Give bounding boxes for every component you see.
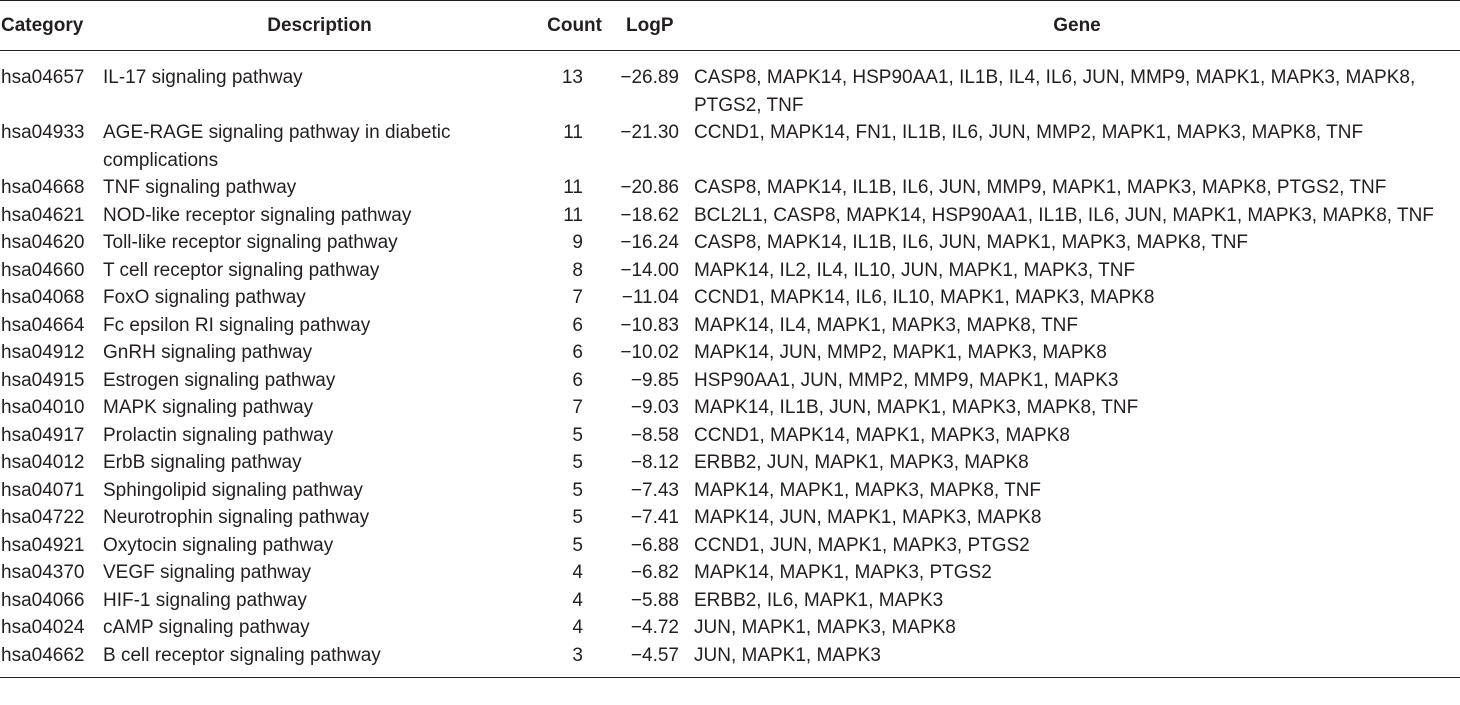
cell-category: hsa04915 xyxy=(1,369,85,391)
cell-gene: ERBB2, JUN, MAPK1, MAPK3, MAPK8 xyxy=(694,452,1029,473)
cell-count: 6 xyxy=(572,314,583,336)
cell-category: hsa04068 xyxy=(1,287,85,308)
cell-gene: CCND1, MAPK14, FN1, IL1B, IL6, JUN, MMP2, MAPK1, MAPK3, MAPK8, TNF xyxy=(694,122,1364,143)
cell-logp: −10.83 xyxy=(620,314,679,336)
cell-logp: −9.03 xyxy=(630,397,679,418)
cell-category: hsa04662 xyxy=(1,644,85,666)
table-row xyxy=(0,422,1460,450)
table-body xyxy=(0,51,1460,678)
cell-count: 11 xyxy=(563,204,583,226)
table-row xyxy=(0,449,1460,477)
header-gene: Gene xyxy=(1053,14,1101,36)
cell-description: ErbB signaling pathway xyxy=(103,452,302,473)
table-row xyxy=(0,614,1460,642)
header-row xyxy=(0,1,1460,51)
cell-logp: −14.00 xyxy=(620,259,679,281)
cell-gene: CASP8, MAPK14, IL1B, IL6, JUN, MAPK1, MAPK3, MAPK8, TNF xyxy=(694,232,1249,253)
cell-category: hsa04012 xyxy=(1,452,85,473)
cell-logp: −8.58 xyxy=(630,424,679,446)
cell-category: hsa04010 xyxy=(1,397,85,418)
cell-gene: JUN, MAPK1, MAPK3 xyxy=(694,644,881,666)
cell-count: 9 xyxy=(572,232,583,253)
cell-category: hsa04370 xyxy=(1,562,85,583)
cell-count: 5 xyxy=(572,479,583,501)
header-logp: LogP xyxy=(626,14,674,36)
cell-description: FoxO signaling pathway xyxy=(103,287,306,308)
cell-count: 5 xyxy=(572,424,583,446)
table-row xyxy=(0,559,1460,587)
cell-category: hsa04071 xyxy=(1,479,85,501)
cell-description: Neurotrophin signaling pathway xyxy=(103,507,370,528)
cell-count: 11 xyxy=(563,122,583,143)
cell-gene: BCL2L1, CASP8, MAPK14, HSP90AA1, IL1B, IL6, JUN, MAPK1, MAPK3, MAPK8, TNF xyxy=(694,204,1434,226)
cell-logp: −4.72 xyxy=(630,617,679,638)
cell-gene: JUN, MAPK1, MAPK3, MAPK8 xyxy=(694,617,956,638)
cell-logp: −18.62 xyxy=(620,204,679,226)
cell-logp: −6.82 xyxy=(630,562,679,583)
table-row xyxy=(0,119,1460,174)
table-row xyxy=(0,367,1460,395)
cell-logp: −20.86 xyxy=(620,177,679,198)
cell-logp: −9.85 xyxy=(630,369,679,391)
cell-gene: HSP90AA1, JUN, MMP2, MMP9, MAPK1, MAPK3 xyxy=(694,369,1119,391)
cell-description: VEGF signaling pathway xyxy=(103,562,312,583)
cell-description: Estrogen signaling pathway xyxy=(103,369,336,391)
cell-category: hsa04722 xyxy=(1,507,85,528)
cell-category: hsa04657 xyxy=(1,67,85,88)
cell-category: hsa04621 xyxy=(1,204,85,226)
cell-count: 4 xyxy=(572,617,583,638)
cell-description: AGE-RAGE signaling pathway in diabetic complications xyxy=(103,122,451,171)
cell-description: IL-17 signaling pathway xyxy=(103,67,303,88)
table-row xyxy=(0,257,1460,285)
cell-count: 3 xyxy=(572,644,583,666)
table-row xyxy=(0,394,1460,422)
table-row xyxy=(0,339,1460,367)
table-row xyxy=(0,504,1460,532)
table-row xyxy=(0,312,1460,340)
cell-logp: −5.88 xyxy=(630,589,679,611)
cell-category: hsa04917 xyxy=(1,424,85,446)
cell-category: hsa04921 xyxy=(1,534,85,556)
cell-count: 7 xyxy=(572,397,583,418)
cell-count: 5 xyxy=(572,507,583,528)
table-row xyxy=(0,284,1460,312)
table-row xyxy=(0,532,1460,560)
table-row xyxy=(0,477,1460,505)
cell-gene: CASP8, MAPK14, HSP90AA1, IL1B, IL4, IL6, JUN, MMP9, MAPK1, MAPK3, MAPK8, PTGS2, TNF xyxy=(694,67,1416,116)
cell-count: 7 xyxy=(572,287,583,308)
cell-count: 4 xyxy=(572,562,583,583)
cell-count: 5 xyxy=(572,452,583,473)
cell-gene: CASP8, MAPK14, IL1B, IL6, JUN, MMP9, MAPK1, MAPK3, MAPK8, PTGS2, TNF xyxy=(694,177,1387,198)
cell-count: 5 xyxy=(572,534,583,556)
table-row xyxy=(0,229,1460,257)
header-count: Count xyxy=(547,14,602,36)
cell-count: 6 xyxy=(572,369,583,391)
table-row xyxy=(0,642,1460,678)
cell-description: GnRH signaling pathway xyxy=(103,342,313,363)
cell-description: NOD-like receptor signaling pathway xyxy=(103,204,412,226)
cell-description: Fc epsilon RI signaling pathway xyxy=(103,314,371,336)
header-description: Description xyxy=(267,14,372,36)
cell-category: hsa04024 xyxy=(1,617,85,638)
header-category: Category xyxy=(1,14,84,36)
cell-category: hsa04668 xyxy=(1,177,85,198)
cell-description: MAPK signaling pathway xyxy=(103,397,314,418)
cell-description: Toll-like receptor signaling pathway xyxy=(103,232,398,253)
cell-description: Sphingolipid signaling pathway xyxy=(103,479,363,501)
cell-logp: −10.02 xyxy=(620,342,679,363)
cell-gene: MAPK14, JUN, MMP2, MAPK1, MAPK3, MAPK8 xyxy=(694,342,1107,363)
cell-count: 11 xyxy=(563,177,583,198)
table-row xyxy=(0,51,1460,120)
cell-gene: CCND1, MAPK14, IL6, IL10, MAPK1, MAPK3, MAPK8 xyxy=(694,287,1155,308)
cell-gene: CCND1, JUN, MAPK1, MAPK3, PTGS2 xyxy=(694,534,1030,556)
cell-gene: MAPK14, JUN, MAPK1, MAPK3, MAPK8 xyxy=(694,507,1042,528)
cell-description: TNF signaling pathway xyxy=(103,177,297,198)
cell-gene: MAPK14, IL4, MAPK1, MAPK3, MAPK8, TNF xyxy=(694,314,1079,336)
cell-logp: −21.30 xyxy=(620,122,679,143)
cell-category: hsa04660 xyxy=(1,259,85,281)
cell-description: HIF-1 signaling pathway xyxy=(103,589,307,611)
cell-category: hsa04620 xyxy=(1,232,85,253)
cell-logp: −7.43 xyxy=(630,479,679,501)
cell-logp: −11.04 xyxy=(621,287,679,308)
cell-description: B cell receptor signaling pathway xyxy=(103,644,381,666)
table-row xyxy=(0,174,1460,202)
cell-description: T cell receptor signaling pathway xyxy=(103,259,380,281)
cell-gene: MAPK14, MAPK1, MAPK3, PTGS2 xyxy=(694,562,992,583)
cell-category: hsa04066 xyxy=(1,589,85,611)
table-row xyxy=(0,202,1460,230)
cell-gene: MAPK14, IL1B, JUN, MAPK1, MAPK3, MAPK8, TNF xyxy=(694,397,1139,418)
cell-category: hsa04912 xyxy=(1,342,85,363)
cell-logp: −7.41 xyxy=(630,507,679,528)
cell-count: 4 xyxy=(572,589,583,611)
cell-gene: MAPK14, MAPK1, MAPK3, MAPK8, TNF xyxy=(694,479,1042,501)
cell-description: Oxytocin signaling pathway xyxy=(103,534,334,556)
cell-gene: ERBB2, IL6, MAPK1, MAPK3 xyxy=(694,589,944,611)
cell-count: 6 xyxy=(572,342,583,363)
table-row xyxy=(0,587,1460,615)
cell-logp: −6.88 xyxy=(630,534,679,556)
cell-logp: −26.89 xyxy=(620,67,679,88)
cell-description: Prolactin signaling pathway xyxy=(103,424,334,446)
cell-category: hsa04664 xyxy=(1,314,85,336)
cell-count: 13 xyxy=(561,67,583,88)
cell-description: cAMP signaling pathway xyxy=(103,617,310,638)
cell-logp: −4.57 xyxy=(630,644,679,666)
cell-category: hsa04933 xyxy=(1,122,85,143)
cell-logp: −8.12 xyxy=(630,452,679,473)
cell-gene: MAPK14, IL2, IL4, IL10, JUN, MAPK1, MAPK3, TNF xyxy=(694,259,1136,281)
table-header xyxy=(0,1,1460,51)
cell-gene: CCND1, MAPK14, MAPK1, MAPK3, MAPK8 xyxy=(694,424,1070,446)
cell-logp: −16.24 xyxy=(620,232,679,253)
cell-count: 8 xyxy=(572,259,583,281)
